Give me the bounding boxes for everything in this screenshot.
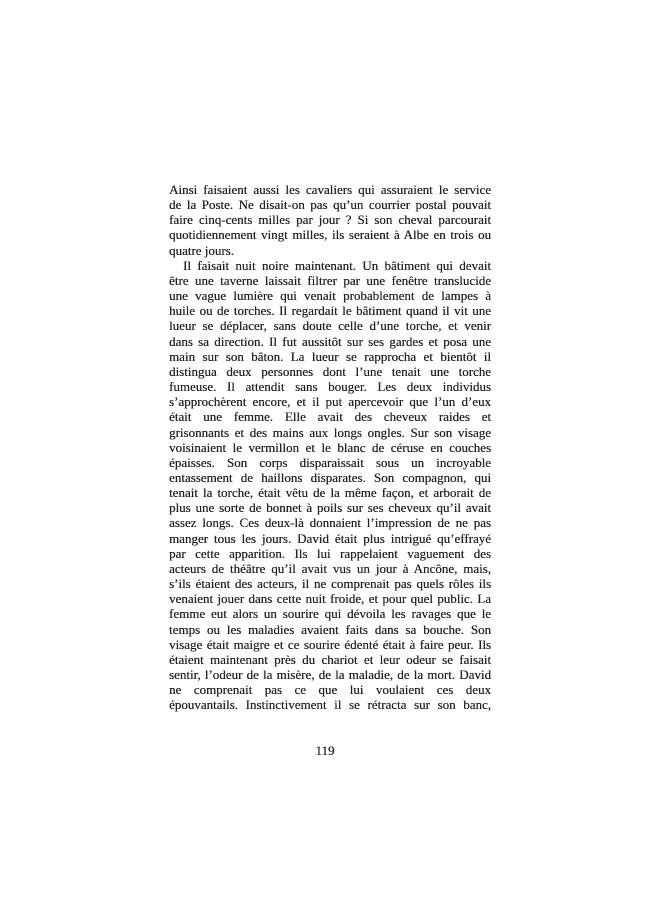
text-line: ne comprenait pas ce que lui voulaient ces deux: [169, 682, 491, 698]
page-text-block: [169, 182, 491, 712]
text-line: venaient jouer dans cette nuit froide, et pour quel public. La: [169, 591, 491, 607]
text-line: était une femme. Elle avait des cheveux raides et: [169, 409, 491, 425]
text-line: visage était maigre et ce sourire édenté était à faire peur. Ils: [169, 636, 491, 652]
text-line: dans sa direction. Il fut aussitôt sur ses gardes et posa une: [169, 333, 491, 349]
text-line: de la Poste. Ne disait-on pas qu’un courrier postal pouvait: [169, 197, 491, 213]
text-line: s’approchèrent encore, et il put apercevoir que l’un d’eux: [169, 394, 491, 410]
text-line: femme eut alors un sourire qui dévoila les ravages que le: [169, 606, 491, 622]
text-line: grisonnants et des mains aux longs ongles. Sur son visage: [169, 424, 491, 440]
text-line: assez longs. Ces deux-là donnaient l’impression de ne pas: [169, 515, 491, 531]
text-line: Ainsi faisaient aussi les cavaliers qui assuraient le service: [169, 182, 491, 197]
text-line: huile ou de torches. Il regardait le bâtiment quand il vit une: [169, 303, 491, 319]
text-line: épouvantails. Instinctivement il se rétracta sur son banc,: [169, 697, 491, 713]
text-line: quotidiennement vingt milles, ils seraient à Albe en trois ou: [169, 227, 491, 243]
text-line: temps ou les maladies avaient faits dans sa bouche. Son: [169, 621, 491, 637]
text-line: sentir, l’odeur de la misère, de la maladie, de la mort. David: [169, 667, 491, 682]
text-line: fumeuse. Il attendit sans bouger. Les deux individus: [169, 379, 491, 395]
text-line: être une taverne laissait filtrer par une fenêtre translucide: [169, 272, 491, 288]
text-line: épaisses. Son corps disparaissait sous un incroyable: [169, 454, 491, 470]
text-line: main sur son bâton. La lueur se rapprocha et bientôt il: [169, 348, 491, 364]
text-line: étaient maintenant près du chariot et leur odeur se faisait: [169, 651, 491, 667]
text-line: entassement de haillons disparates. Son compagnon, qui: [169, 469, 491, 485]
text-line: faire cinq-cents milles par jour ? Si son cheval parcourait: [169, 212, 491, 228]
text-line: plus une sorte de bonnet à poils sur ses cheveux qu’il avait: [169, 500, 491, 516]
text-line: distingua deux personnes dont l’une tenait une torche: [169, 363, 491, 379]
text-line: s’ils étaient des acteurs, il ne comprenait pas quels rôles ils: [169, 576, 491, 592]
text-line: Il faisait nuit noire maintenant. Un bâtiment qui devait: [183, 257, 491, 273]
text-line: acteurs de théâtre qu’il avait vus un jour à Ancône, mais,: [169, 560, 491, 576]
text-line: par cette apparition. Ils lui rappelaient vaguement des: [169, 545, 491, 561]
page-number: 119: [315, 743, 335, 758]
text-line: quatre jours.: [169, 242, 234, 258]
text-line: tenait la torche, était vêtu de la même façon, et arborait de: [169, 485, 491, 501]
text-line: voisinaient le vermillon et le blanc de céruse en couches: [169, 439, 491, 455]
text-line: manger tous les jours. David était plus intrigué qu’effrayé: [169, 530, 491, 546]
text-line: une vague lumière qui venait probablement de lampes à: [169, 288, 491, 304]
text-line: lueur se déplacer, sans doute celle d’une torche, et venir: [169, 318, 491, 334]
